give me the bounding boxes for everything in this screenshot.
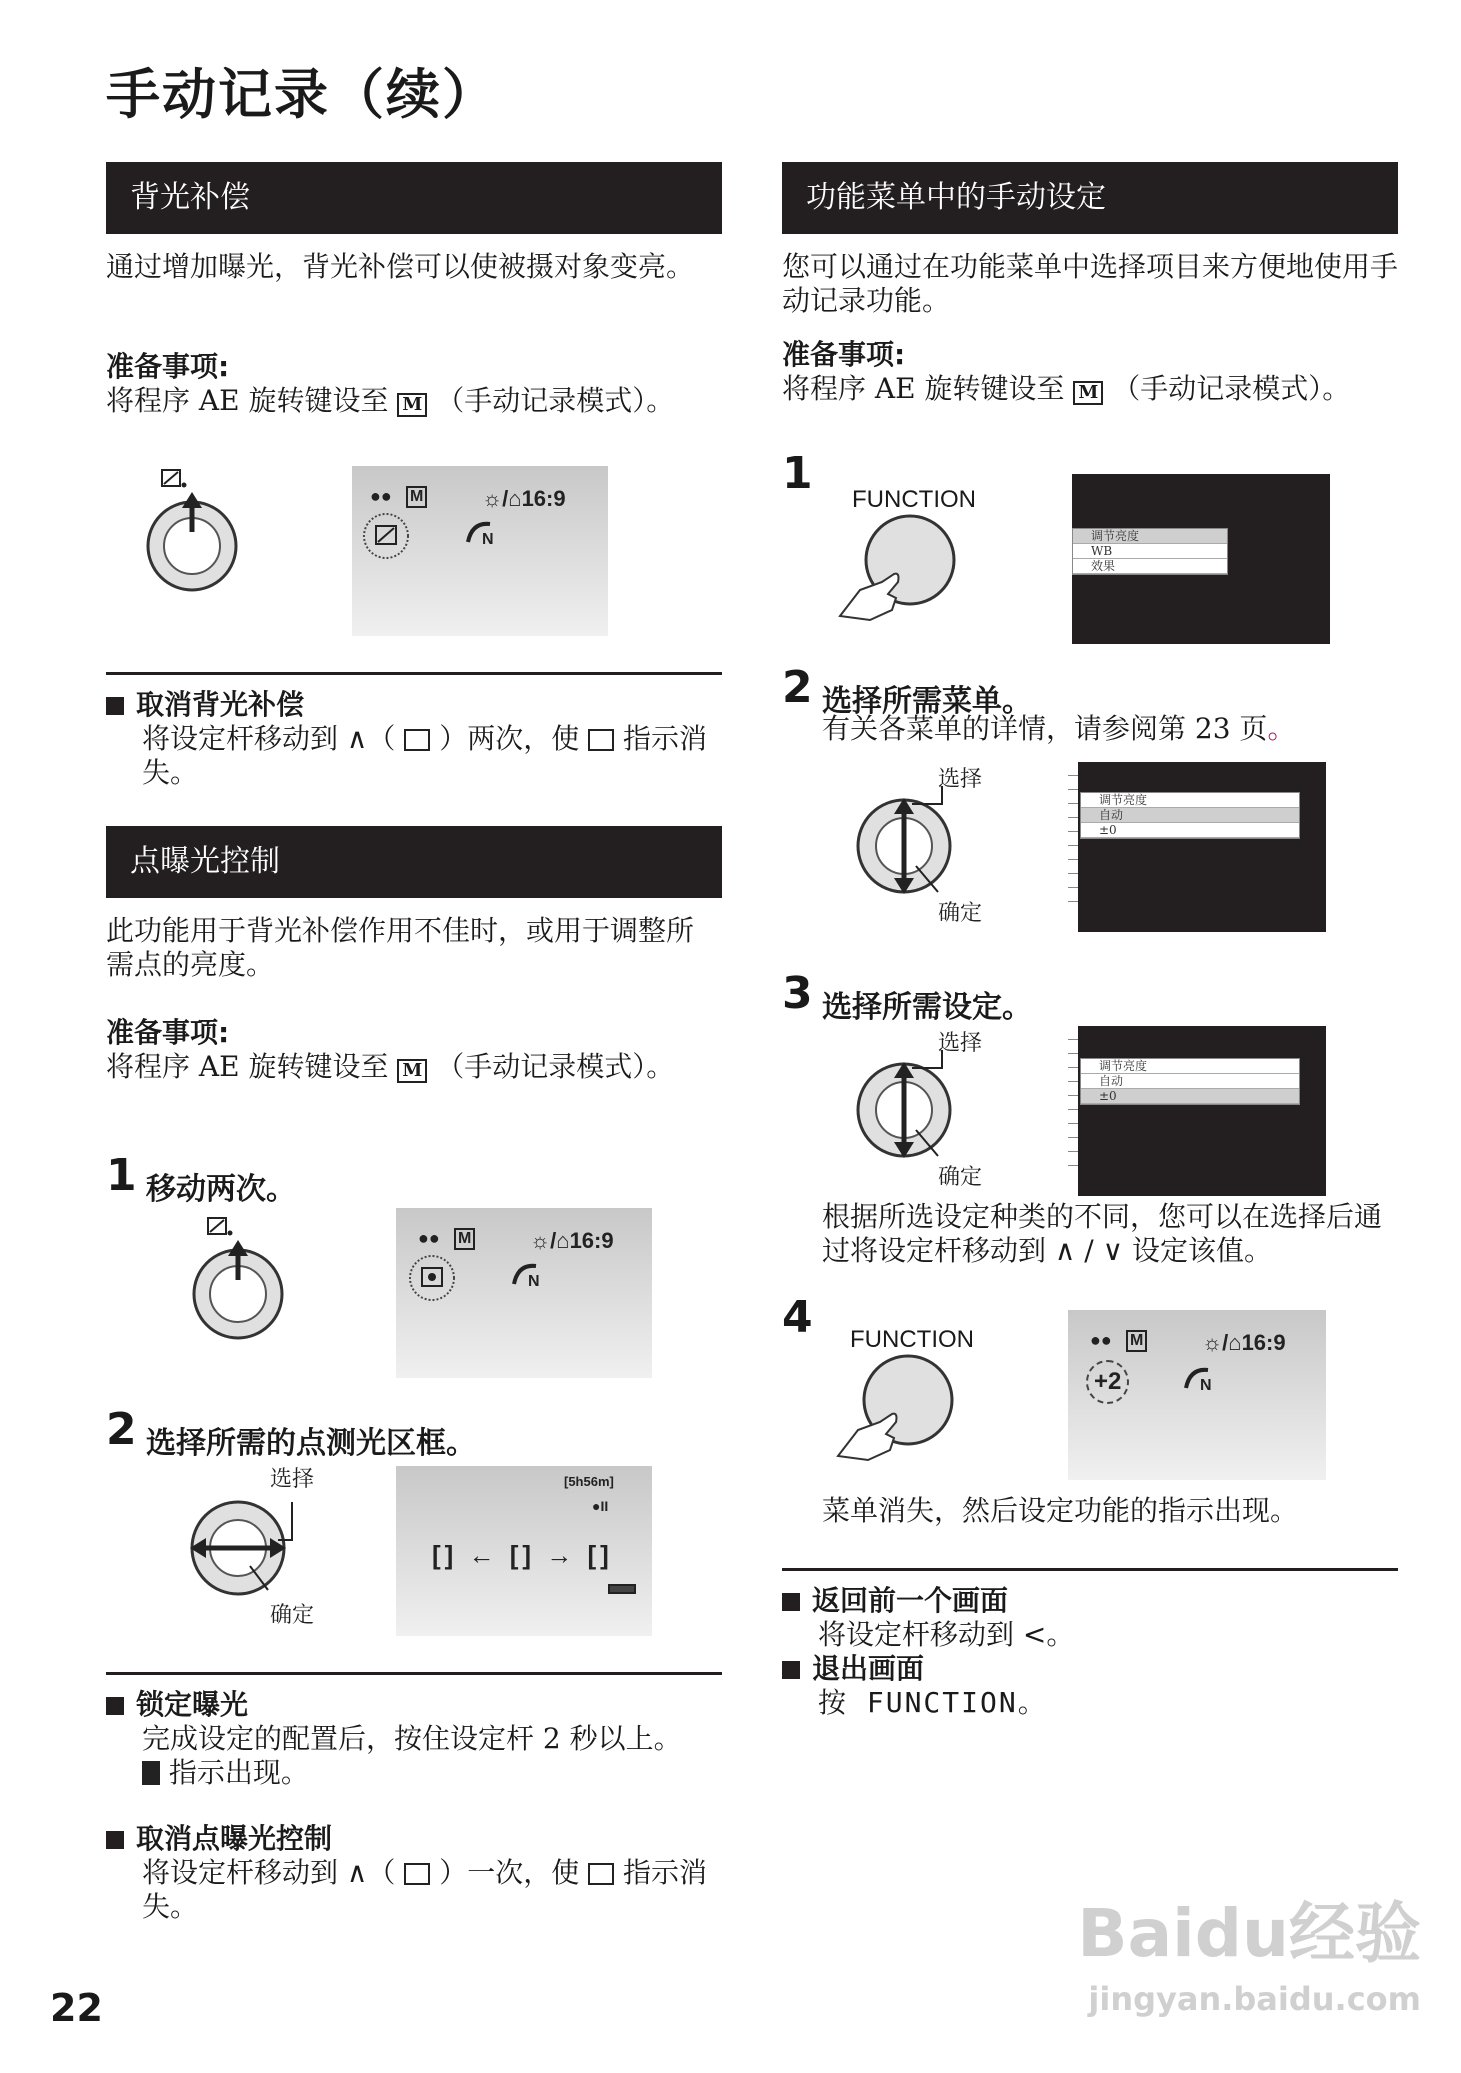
function-menu-lcd [1072,474,1330,644]
step-number: 2 [782,662,813,713]
page-number: 22 [50,1986,103,2030]
divider [106,1672,722,1675]
svg-text:N: N [528,1273,540,1288]
callout-select: 选择 [270,1467,315,1492]
cancel-spot-heading: 取消点曝光控制 [106,1822,332,1856]
spot-intro: 此功能用于背光补偿作用不佳时，或用于调整所需点的亮度。 [106,914,695,981]
lock-exposure-heading: 锁定曝光 [106,1688,248,1722]
camera-icon: ●● [418,1228,440,1248]
control-dial-left-right-icon [186,1494,306,1604]
cancel-backlight-heading: 取消背光补偿 [106,688,304,722]
svg-text:N: N [482,531,494,546]
backlight-intro: 通过增加曝光，背光补偿可以使被摄对象变亮。 [106,250,695,283]
lcd-status-icons: ☼/⌂16:9 [530,1228,614,1253]
watermark-url: jingyan.baidu.com [1088,1980,1421,2018]
night-icon [464,518,504,546]
exit-text: 按 FUNCTION。 [818,1686,1048,1719]
menu-item-auto[interactable]: 自动 [1081,1074,1299,1089]
menu-item-zero[interactable]: ±0 [1081,823,1299,838]
step-number: 4 [782,1292,813,1343]
value-box [1080,1058,1300,1105]
menu-item-effect[interactable]: 效果 [1073,559,1227,574]
night-icon [1182,1364,1222,1392]
step-number: 1 [782,448,813,499]
lcd-status-icons: ☼/⌂16:9 [482,486,566,511]
m-mode-icon: M [1126,1330,1147,1352]
exit-heading: 退出画面 [782,1652,924,1686]
m-mode-icon: M [397,1059,427,1083]
callout-confirm: 确定 [938,1165,983,1190]
step-title: 选择所需菜单。 [822,684,1032,719]
section-header-function-menu: 功能菜单中的手动设定 [782,162,1398,234]
step-number: 2 [106,1404,137,1455]
step2-text: 有关各菜单的详情，请参阅第 23 页。 [822,712,1296,745]
section-header-backlight: 背光补偿 [106,162,722,234]
submenu-lcd [1068,762,1326,932]
brightness-value: +2 [1086,1360,1129,1404]
backlight-icon [404,1863,430,1885]
submenu-box [1080,792,1300,839]
divider [106,672,722,675]
function-button-label: FUNCTION [850,1326,974,1353]
menu-item-wb[interactable]: WB [1073,544,1227,559]
control-dial-up-icon [186,1214,296,1344]
m-mode-icon: M [454,1228,475,1250]
function-button-press-icon [834,1352,964,1468]
function-button-label: FUNCTION [852,486,976,513]
spot-meter-icon [402,1248,462,1308]
backlight-icon [404,729,430,751]
lcd-status-icons: ☼/⌂16:9 [1202,1330,1286,1355]
function-prep-label: 准备事项: [782,338,906,371]
svg-text:N: N [1200,1377,1212,1392]
scroll-ticks [1068,762,1078,932]
pause-indicator: ●II [592,1498,609,1514]
backlight-icon [588,729,614,751]
menu-item-zero[interactable]: ±0 [1081,1089,1299,1104]
m-mode-icon: M [1073,381,1103,405]
cancel-spot-text: 将设定杆移动到 ∧（ ）一次，使 指示消失。 [142,1856,708,1923]
callout-confirm: 确定 [270,1603,315,1628]
step-title: 选择所需的点测光区框。 [146,1426,476,1461]
backlight-prep-text: 将程序 AE 旋转键设至 M （手动记录模式）。 [106,384,675,417]
value-lcd [1068,1026,1326,1196]
spot-prep-label: 准备事项: [106,1016,230,1049]
cancel-backlight-text: 将设定杆移动到 ∧（ ）两次，使 指示消失。 [142,722,708,789]
battery-icon [608,1584,636,1594]
callout-confirm: 确定 [938,901,983,926]
function-intro: 您可以通过在功能菜单中选择项目来方便地使用手动记录功能。 [782,250,1399,317]
callout-select: 选择 [938,767,983,792]
spot-prep-text: 将程序 AE 旋转键设至 M （手动记录模式）。 [106,1050,675,1083]
remaining-time: [5h56m] [564,1474,614,1489]
backlight-comp-icon [358,506,418,566]
control-dial-up-icon [140,466,250,596]
scroll-ticks [1068,1026,1078,1196]
m-mode-icon: M [397,393,427,417]
menu-item-auto[interactable]: 自动 [1081,808,1299,823]
lock-icon [142,1761,160,1785]
step-title: 选择所需设定。 [822,990,1032,1025]
night-icon [510,1260,550,1288]
function-button-press-icon [836,512,966,628]
step-title: 移动两次。 [146,1172,296,1207]
step-number: 3 [782,968,813,1019]
function-prep-text: 将程序 AE 旋转键设至 M （手动记录模式）。 [782,372,1351,405]
step3-text: 根据所选设定种类的不同，您可以在选择后通过将设定杆移动到 ∧ / ∨ 设定该值。 [822,1200,1383,1267]
backlight-lcd-screen [352,466,608,636]
menu-item-brightness[interactable]: 调节亮度 [1073,529,1227,544]
menu-item-brightness[interactable]: 调节亮度 [1081,1059,1299,1074]
spot-icon [588,1863,614,1885]
divider [782,1568,1398,1571]
spot-frame-arrows: [] ← [] → [] [432,1540,613,1570]
backlight-prep-label: 准备事项: [106,350,230,383]
function-menu [1072,528,1228,575]
back-heading: 返回前一个画面 [782,1584,1008,1618]
result-lcd [1068,1310,1326,1480]
step4-text: 菜单消失，然后设定功能的指示出现。 [822,1494,1299,1527]
spot-lcd-screen [396,1208,652,1378]
section-header-spot: 点曝光控制 [106,826,722,898]
camera-icon: ●● [1090,1330,1112,1350]
callout-select: 选择 [938,1031,983,1056]
control-dial-up-down-icon [852,1046,962,1176]
back-text: 将设定杆移动到 <。 [818,1618,1075,1651]
m-mode-icon: M [406,486,427,508]
page-title: 手动记录（续） [106,63,498,126]
menu-item-brightness[interactable]: 调节亮度 [1081,793,1299,808]
control-dial-up-down-icon [852,782,962,912]
lock-exposure-text: 完成设定的配置后，按住设定杆 2 秒以上。 指示出现。 [142,1722,682,1789]
step-number: 1 [106,1150,137,1201]
spot-frame-lcd [396,1466,652,1636]
camera-icon: ●● [370,486,392,506]
watermark-logo: Baidu经验 [1077,1895,1421,1972]
